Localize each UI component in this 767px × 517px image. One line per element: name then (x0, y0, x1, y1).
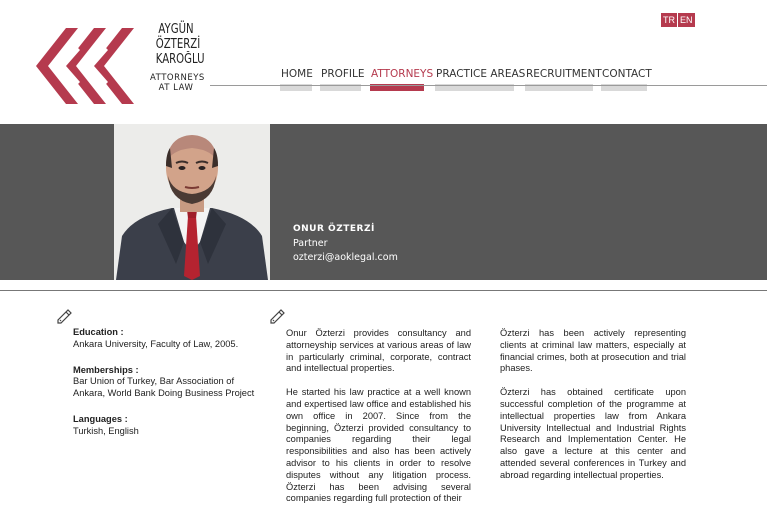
lang-en-button[interactable]: EN (680, 15, 693, 25)
biography-column-2 (500, 328, 686, 494)
main-nav (278, 64, 652, 92)
bio-paragraph-2: He started his law practice at a well known and expertised law office and established his own office in 2007. Since from the beginning, Özterzi provided consultancy to companies regarding their legal responsibilities and also has been actively advisor to his clients in order to resolve disputes without any litigation process. Özterzi has been advising several companies regarding full protection of their (286, 387, 471, 504)
nav-recruitment[interactable] (523, 64, 602, 92)
attorney-title: Partner (293, 238, 328, 249)
brand-tagline-1: ATTORNEYS (150, 73, 205, 83)
languages-block (73, 414, 263, 438)
nav-home[interactable] (278, 64, 314, 92)
languages-label: Languages : (73, 413, 128, 424)
memberships-block (73, 365, 263, 400)
nav-profile-label: PROFILE (321, 68, 365, 80)
profile-hero (0, 124, 767, 280)
memberships-label: Memberships : (73, 364, 139, 375)
education-block (73, 327, 263, 351)
memberships-value: Bar Union of Turkey, Bar Association of Ankara, World Bank Doing Business Project (73, 376, 255, 399)
education-value: Ankara University, Faculty of Law, 2005. (73, 338, 239, 349)
attorney-photo (114, 124, 270, 280)
languages-value: Turkish, English (73, 425, 139, 436)
nav-practice-areas[interactable] (433, 64, 526, 92)
bio-paragraph-1: Onur Özterzi provides consultancy and attorneyship services at various areas of law in particularly criminal, corporate, contract and intellectual properties. (286, 328, 471, 374)
nav-practice-areas-label: PRACTICE AREAS (436, 68, 526, 80)
bio-paragraph-3: Özterzi has been actively representing clients at criminal law matters, especially at financial crimes, both at prosecution and trial phases. (500, 328, 686, 374)
attorney-details (73, 327, 263, 452)
education-label: Education : (73, 327, 124, 337)
brand-name-2: ÖZTERZİ (155, 37, 201, 52)
pencil-icon (270, 308, 286, 324)
logo-text[interactable] (150, 22, 205, 93)
brand-name-1: AYGÜN (158, 22, 194, 37)
nav-divider (210, 85, 767, 86)
nav-profile[interactable] (318, 64, 363, 92)
bio-paragraph-4: Özterzi has obtained certificate upon successful completion of the programme at intellectual properties law from Ankara University Intellectual and Industrial Rights Research and Implementation Center. He also gave a lecture at this center and attended several conferences in Turkey and abroad regarding intellectual properties. (500, 387, 686, 480)
lang-tr-button[interactable]: TR (663, 15, 675, 25)
biography-column-1 (286, 328, 471, 517)
brand-tagline-2: AT LAW (158, 83, 194, 93)
nav-home-label: HOME (281, 68, 313, 80)
language-switcher (661, 13, 695, 27)
attorney-email[interactable]: ozterzi@aoklegal.com (293, 252, 398, 263)
nav-attorneys[interactable] (368, 64, 434, 92)
logo-mark (36, 26, 136, 106)
nav-contact[interactable] (599, 64, 652, 92)
pencil-icon (57, 308, 73, 324)
nav-recruitment-label: RECRUITMENT (526, 68, 602, 80)
section-divider (0, 290, 767, 291)
nav-contact-label: CONTACT (602, 68, 652, 80)
nav-attorneys-label: ATTORNEYS (371, 68, 434, 80)
attorney-name: ONUR ÖZTERZİ (293, 224, 375, 234)
profile-summary (293, 224, 398, 263)
brand-name-3: KAROĞLU (155, 52, 205, 67)
